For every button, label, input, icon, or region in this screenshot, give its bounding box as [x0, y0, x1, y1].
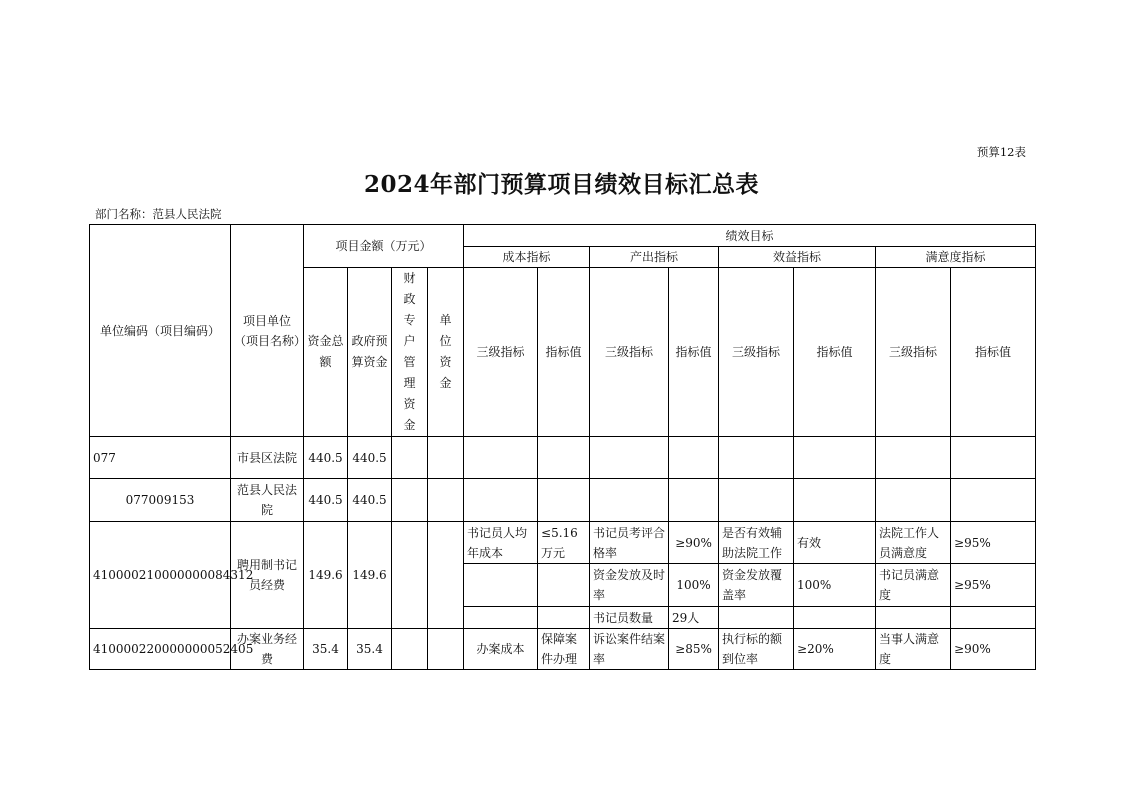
empty-cell: [951, 479, 1036, 522]
empty-cell: [794, 437, 876, 479]
benefit-indicator: 是否有效辅助法院工作: [719, 522, 794, 564]
empty-cell: [428, 522, 464, 629]
satisfaction-value: ≥95%: [951, 564, 1036, 607]
page-title: 2024年部门预算项目绩效目标汇总表: [363, 171, 759, 198]
empty-cell: [669, 479, 719, 522]
cost-value: 保障案件办理: [538, 629, 590, 670]
row-total: 35.4: [304, 629, 348, 670]
empty-cell: [464, 564, 538, 607]
row-name: 办案业务经费: [231, 629, 304, 670]
empty-cell: [392, 522, 428, 629]
row-code: 410000220000000052405: [90, 629, 231, 670]
empty-cell: [464, 607, 538, 629]
empty-cell: [538, 437, 590, 479]
row-name: 市县区法院: [231, 437, 304, 479]
benefit-indicator: 资金发放覆盖率: [719, 564, 794, 607]
row-code: 077009153: [90, 479, 231, 522]
table-row: [90, 522, 1036, 564]
empty-cell: [794, 607, 876, 629]
header-amount-group: 项目金额（万元）: [304, 225, 464, 268]
row-total: 149.6: [304, 522, 348, 629]
cost-indicator: 办案成本: [464, 629, 538, 670]
row-total: 440.5: [304, 437, 348, 479]
empty-cell: [719, 607, 794, 629]
empty-cell: [590, 437, 669, 479]
table-number-label: 预算12表: [976, 145, 1026, 159]
row-total: 440.5: [304, 479, 348, 522]
header-cost-level3: 三级指标: [464, 268, 538, 437]
output-value: ≥85%: [669, 629, 719, 670]
benefit-value: 有效: [794, 522, 876, 564]
empty-cell: [590, 479, 669, 522]
satisfaction-indicator: 法院工作人员满意度: [876, 522, 951, 564]
row-gov: 440.5: [348, 479, 392, 522]
header-benefit-value: 指标值: [794, 268, 876, 437]
table-row: [90, 437, 1036, 479]
empty-cell: [669, 437, 719, 479]
empty-cell: [876, 607, 951, 629]
output-value: ≥90%: [669, 522, 719, 564]
header-total-funds: 资金总额: [304, 268, 348, 437]
output-indicator: 书记员数量: [590, 607, 669, 629]
header-satisfaction-level3: 三级指标: [876, 268, 951, 437]
cost-value: ≤5.16万元: [538, 522, 590, 564]
benefit-indicator: 执行标的额到位率: [719, 629, 794, 670]
empty-cell: [392, 479, 428, 522]
department-name-label: 部门名称：范县人民法院: [95, 207, 222, 221]
header-fiscal-special: 财政专户管理资金: [392, 268, 428, 437]
header-cost-indicator: 成本指标: [464, 247, 590, 268]
benefit-value: ≥20%: [794, 629, 876, 670]
output-indicator: 诉讼案件结案率: [590, 629, 669, 670]
header-output-level3: 三级指标: [590, 268, 669, 437]
empty-cell: [392, 437, 428, 479]
satisfaction-value: ≥95%: [951, 522, 1036, 564]
output-value: 100%: [669, 564, 719, 607]
satisfaction-indicator: 当事人满意度: [876, 629, 951, 670]
header-satisfaction-indicator: 满意度指标: [876, 247, 1036, 268]
header-performance-group: 绩效目标: [464, 225, 1036, 247]
benefit-value: 100%: [794, 564, 876, 607]
empty-cell: [538, 607, 590, 629]
empty-cell: [794, 479, 876, 522]
empty-cell: [428, 437, 464, 479]
empty-cell: [719, 479, 794, 522]
empty-cell: [392, 629, 428, 670]
header-benefit-level3: 三级指标: [719, 268, 794, 437]
header-output-value: 指标值: [669, 268, 719, 437]
header-unit-funds: 单位资金: [428, 268, 464, 437]
output-indicator: 书记员考评合格率: [590, 522, 669, 564]
empty-cell: [464, 479, 538, 522]
header-benefit-indicator: 效益指标: [719, 247, 876, 268]
cost-indicator: 书记员人均年成本: [464, 522, 538, 564]
table-row: [90, 629, 1036, 670]
row-gov: 149.6: [348, 522, 392, 629]
empty-cell: [538, 479, 590, 522]
empty-cell: [538, 564, 590, 607]
output-value: 29人: [669, 607, 719, 629]
empty-cell: [464, 437, 538, 479]
header-satisfaction-value: 指标值: [951, 268, 1036, 437]
empty-cell: [951, 437, 1036, 479]
row-gov: 440.5: [348, 437, 392, 479]
output-indicator: 资金发放及时率: [590, 564, 669, 607]
empty-cell: [428, 479, 464, 522]
table-row: [90, 479, 1036, 522]
empty-cell: [428, 629, 464, 670]
empty-cell: [951, 607, 1036, 629]
empty-cell: [876, 479, 951, 522]
performance-target-table: [89, 224, 1036, 670]
empty-cell: [876, 437, 951, 479]
row-name: 聘用制书记员经费: [231, 522, 304, 629]
row-gov: 35.4: [348, 629, 392, 670]
row-code: 077: [90, 437, 231, 479]
empty-cell: [719, 437, 794, 479]
header-project-unit: 项目单位（项目名称）: [231, 225, 304, 437]
header-unit-code: 单位编码（项目编码）: [90, 225, 231, 437]
satisfaction-indicator: 书记员满意度: [876, 564, 951, 607]
satisfaction-value: ≥90%: [951, 629, 1036, 670]
header-output-indicator: 产出指标: [590, 247, 719, 268]
row-name: 范县人民法院: [231, 479, 304, 522]
header-cost-value: 指标值: [538, 268, 590, 437]
row-code: 410000210000000084312: [90, 522, 231, 629]
header-gov-budget: 政府预算资金: [348, 268, 392, 437]
